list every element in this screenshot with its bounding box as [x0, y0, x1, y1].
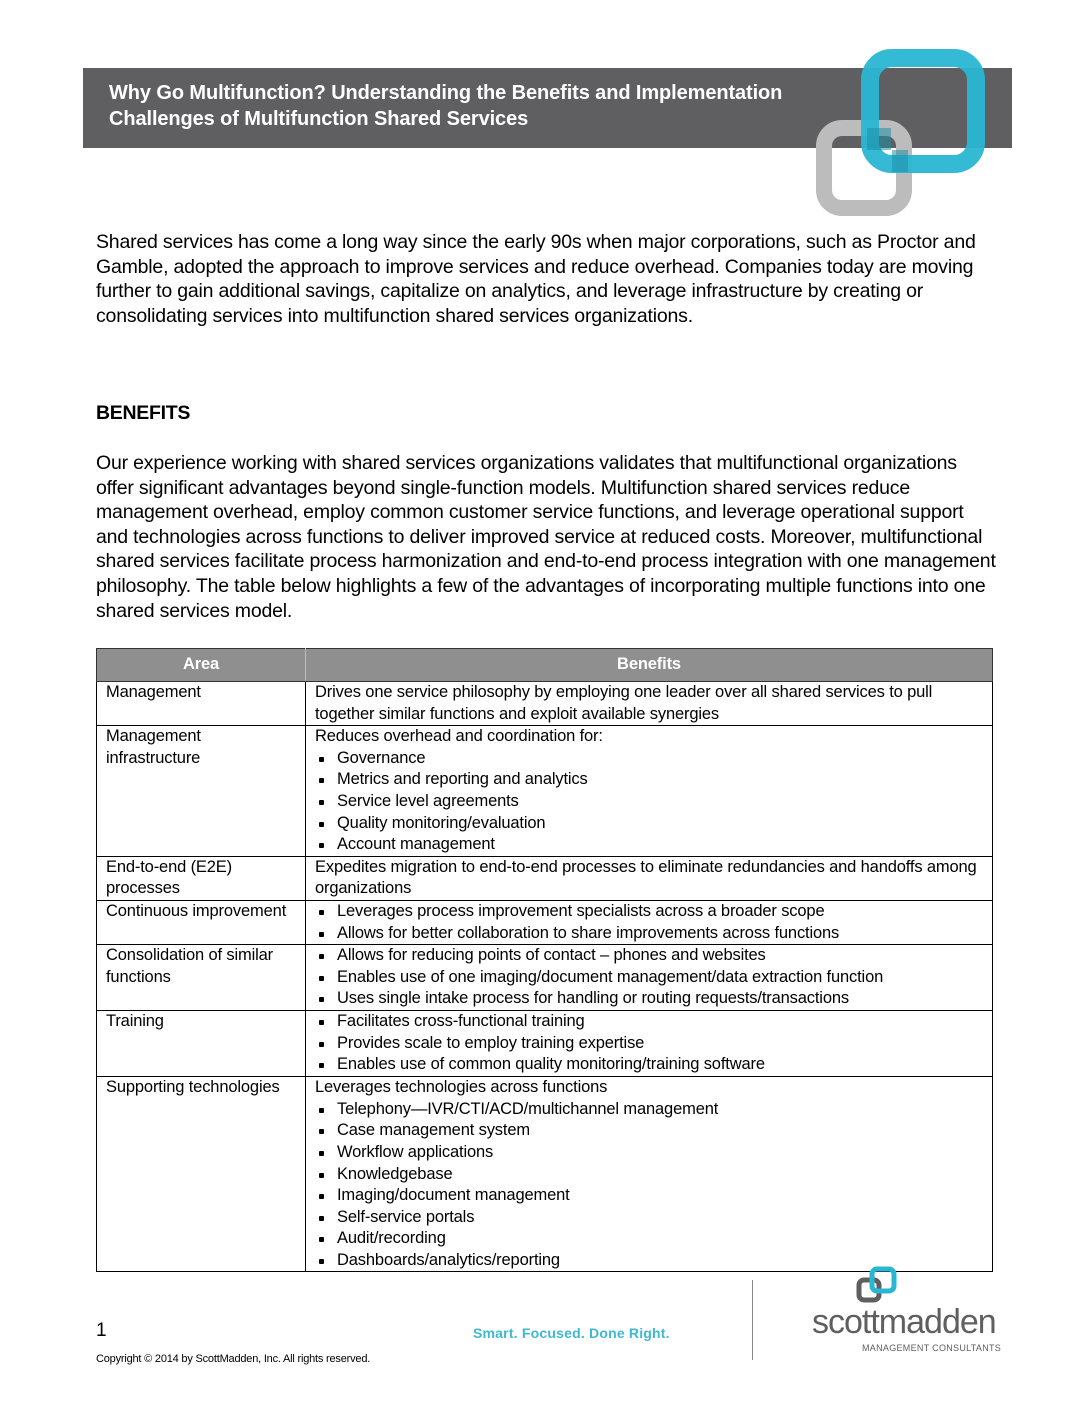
footer-divider [752, 1280, 753, 1360]
benefit-intro: Drives one service philosophy by employing one leader over all shared services to pull together similar functions and exploit available synergies [315, 683, 933, 723]
copyright-notice: Copyright © 2014 by ScottMadden, Inc. All rights reserved. [96, 1353, 371, 1365]
list-item: Workflow applications [315, 1142, 986, 1164]
benefits-cell [306, 726, 993, 857]
table-row [97, 900, 993, 944]
list-item: Leverages process improvement specialists across a broader scope [315, 901, 986, 923]
benefit-list [315, 1099, 986, 1272]
list-item: Governance [315, 748, 986, 770]
list-item: Knowledgebase [315, 1164, 986, 1186]
benefit-list [315, 901, 986, 944]
list-item: Audit/recording [315, 1228, 986, 1250]
list-item: Case management system [315, 1120, 986, 1142]
list-item: Allows for reducing points of contact – phones and websites [315, 945, 986, 967]
list-item: Account management [315, 834, 986, 856]
benefits-table [96, 648, 993, 1272]
table-row [97, 1077, 993, 1272]
benefits-cell [306, 856, 993, 900]
list-item: Facilitates cross-functional training [315, 1011, 986, 1033]
benefits-paragraph: Our experience working with shared services organizations validates that multifunctional organizations offer significant advantages beyond single-function models. Multifunction shared services reduce management overhead, employ common customer service functions, and leverage operational support and technologies across functions to deliver improved service at reduced costs. Moreover, multifunctional shared services facilitate process harmonization and end-to-end process integration with one management philosophy. The table below highlights a few of the advantages of incorporating multiple functions into one shared services model. [96, 452, 996, 622]
benefit-intro: Reduces overhead and coordination for: [315, 727, 603, 746]
table-header-row [97, 649, 993, 682]
list-item: Imaging/document management [315, 1185, 986, 1207]
area-cell: Supporting technologies [97, 1077, 306, 1272]
list-item: Quality monitoring/evaluation [315, 813, 986, 835]
benefits-cell [306, 1077, 993, 1272]
page-number: 1 [96, 1320, 107, 1341]
area-cell: Training [97, 1011, 306, 1077]
intro-paragraph: Shared services has come a long way since the early 90s when major corporations, such as Proctor and Gamble, adopted the approach to improve services and reduce overhead. Companies today are moving further to gain additional savings, capitalize on analytics, and leverage infrastructure by creating or consolidating services into multifunction shared services organizations. [96, 231, 976, 327]
list-item: Enables use of common quality monitoring/training software [315, 1054, 986, 1076]
list-item: Telephony—IVR/CTI/ACD/multichannel management [315, 1099, 986, 1121]
area-cell: Consolidation of similar functions [97, 945, 306, 1011]
benefit-intro: Leverages technologies across functions [315, 1078, 608, 1097]
tagline: Smart. Focused. Done Right. [473, 1325, 670, 1341]
list-item: Self-service portals [315, 1207, 986, 1229]
column-header-area: Area [97, 649, 306, 682]
column-header-benefits: Benefits [306, 649, 993, 682]
benefits-cell [306, 1011, 993, 1077]
benefits-cell [306, 682, 993, 726]
table-row [97, 726, 993, 857]
document-title: Why Go Multifunction? Understanding the Benefits and Implementation Challenges of Multifunction Shared Services [109, 82, 783, 130]
section-heading-benefits: BENEFITS [96, 402, 191, 424]
benefit-list [315, 1011, 986, 1076]
benefits-cell [306, 945, 993, 1011]
table-row [97, 945, 993, 1011]
area-cell: End-to-end (E2E) processes [97, 856, 306, 900]
list-item: Enables use of one imaging/document management/data extraction function [315, 967, 986, 989]
list-item: Provides scale to employ training expertise [315, 1033, 986, 1055]
list-item: Dashboards/analytics/reporting [315, 1250, 986, 1272]
area-cell: Continuous improvement [97, 900, 306, 944]
table-row [97, 856, 993, 900]
overlapping-squares-logo-icon [810, 46, 990, 218]
list-item: Uses single intake process for handling or routing requests/transactions [315, 988, 986, 1010]
area-cell: Management infrastructure [97, 726, 306, 857]
table-row [97, 1011, 993, 1077]
list-item: Allows for better collaboration to share improvements across functions [315, 923, 986, 945]
benefit-list [315, 748, 986, 856]
brand-name: scottmadden [812, 1303, 996, 1341]
table-row [97, 682, 993, 726]
area-cell: Management [97, 682, 306, 726]
benefits-cell [306, 900, 993, 944]
list-item: Metrics and reporting and analytics [315, 769, 986, 791]
benefit-list [315, 945, 986, 1010]
list-item: Service level agreements [315, 791, 986, 813]
brand-subtitle: MANAGEMENT CONSULTANTS [862, 1343, 1002, 1353]
benefit-intro: Expedites migration to end-to-end processes to eliminate redundancies and handoffs among organizations [315, 857, 977, 898]
